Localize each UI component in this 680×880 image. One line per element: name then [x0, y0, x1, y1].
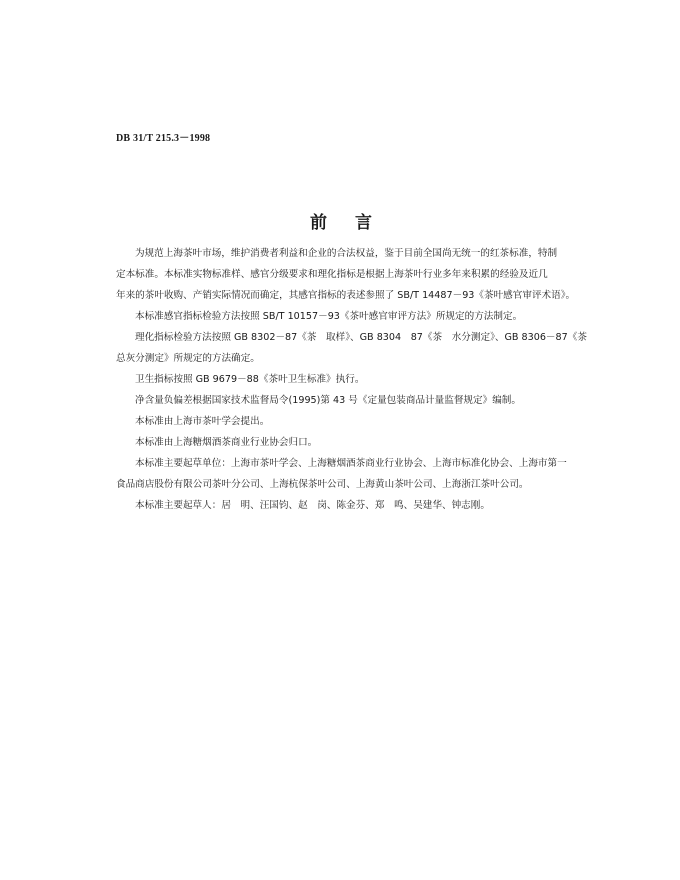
paragraph-line: 本标准由上海糖烟酒茶商业行业协会归口。 — [135, 437, 318, 448]
paragraph-line: 卫生指标按照 GB 9679－88《茶叶卫生标准》执行。 — [135, 374, 365, 385]
paragraph-line: 净含量负偏差根据国家技术监督局令(1995)第 43 号《定量包装商品计量监督规定》编制。 — [135, 395, 521, 406]
paragraph-line: 本标准由上海市茶叶学会提出。 — [135, 416, 270, 427]
paragraph-line: 为规范上海茶叶市场，维护消费者利益和企业的合法权益，鉴于目前全国尚无统一的红茶标准，特制 — [135, 248, 558, 259]
paragraph — [116, 390, 602, 411]
document-code: DB 31/T 215.3－1998 — [116, 133, 211, 144]
paragraph-line: 本标准主要起草单位：上海市茶叶学会、上海糖烟酒茶商业行业协会、上海市标准化协会、上海市第一 — [135, 458, 567, 469]
paragraph — [116, 411, 602, 432]
paragraph-line: 理化指标检验方法按照 GB 8302－87《茶 取样》、GB 8304 87《茶 水分测定》、GB 8306－87《茶 — [135, 332, 587, 343]
paragraph — [116, 306, 602, 327]
paragraph-line: 本标准主要起草人：居 明、汪国钧、赵 岗、陈金芬、郑 鸣、吴建华、钟志刚。 — [135, 500, 490, 511]
paragraph-line: 年来的茶叶收购、产销实际情况而确定，其感官指标的表述参照了 SB/T 14487－93《茶叶感官审评术语》。 — [116, 290, 576, 301]
foreword-body — [116, 243, 602, 516]
paragraph — [116, 243, 602, 306]
paragraph-line: 食品商店股份有限公司茶叶分公司、上海杭保茶叶公司、上海黄山茶叶公司、上海浙江茶叶公司。 — [116, 479, 529, 490]
paragraph — [116, 369, 602, 390]
paragraph-line: 定本标准。本标准实物标准样、感官分级要求和理化指标是根据上海茶叶行业多年来积累的经验及近几 — [116, 269, 548, 280]
paragraph — [116, 432, 602, 453]
paragraph — [116, 495, 602, 516]
page-title: 前言 — [310, 213, 400, 233]
paragraph — [116, 453, 602, 495]
paragraph-line: 本标准感官指标检验方法按照 SB/T 10157－93《茶叶感官审评方法》所规定的方法制定。 — [135, 311, 523, 322]
paragraph-line: 总灰分测定》所规定的方法确定。 — [116, 353, 260, 364]
paragraph — [116, 327, 602, 369]
